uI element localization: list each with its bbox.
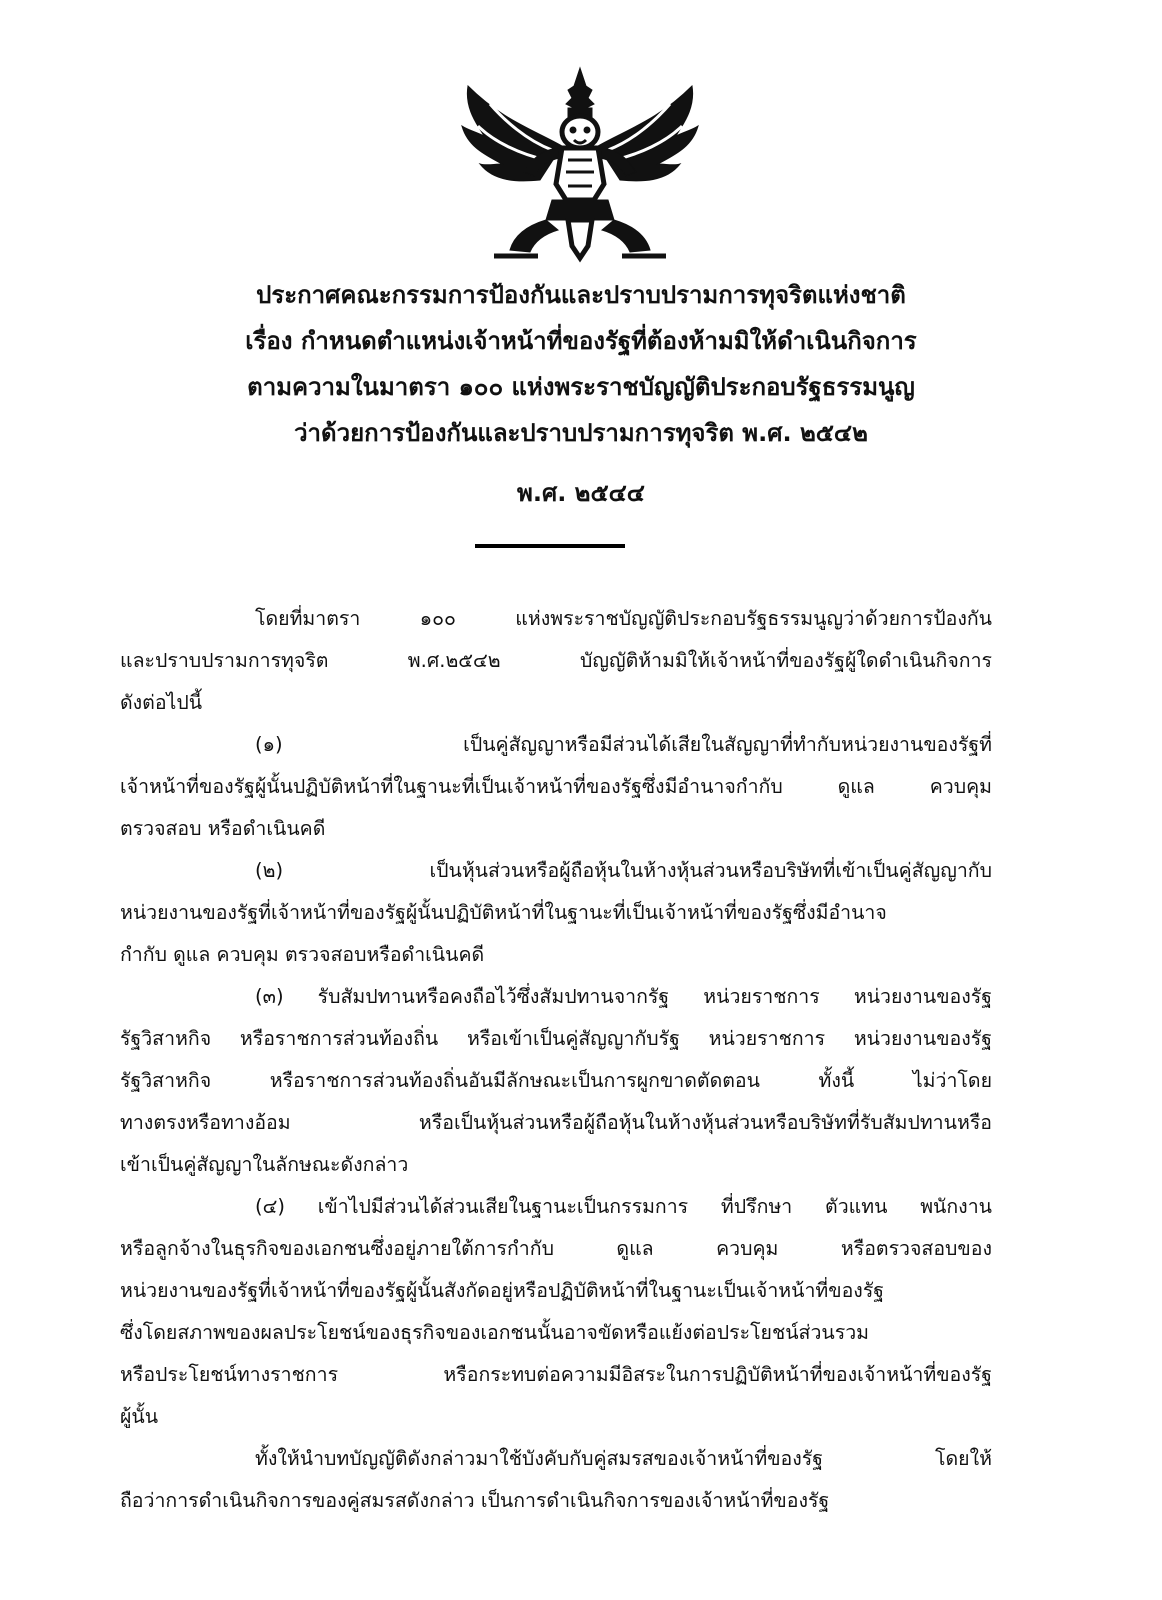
announcement-year: พ.ศ. ๒๕๔๔ bbox=[517, 479, 645, 507]
announcement-body bbox=[120, 598, 992, 1522]
body-line: (๑) เป็นคู่สัญญาหรือมีส่วนได้เสียในสัญญาที่ทำกับหน่วยงานของรัฐที่ bbox=[255, 733, 992, 756]
body-line: ทั้งให้นำบทบัญญัติดังกล่าวมาใช้บังคับกับคู่สมรสของเจ้าหน้าที่ของรัฐ โดยให้ bbox=[255, 1447, 992, 1470]
body-line: หน่วยงานของรัฐที่เจ้าหน้าที่ของรัฐผู้นั้นสังกัดอยู่หรือปฏิบัติหน้าที่ในฐานะเป็นเจ้าหน้าที่ของรัฐ bbox=[120, 1279, 885, 1302]
garuda-emblem-icon bbox=[454, 60, 706, 270]
body-line: เข้าเป็นคู่สัญญาในลักษณะดังกล่าว bbox=[120, 1153, 409, 1176]
preamble-paragraph bbox=[120, 598, 992, 724]
body-line: (๒) เป็นหุ้นส่วนหรือผู้ถือหุ้นในห้างหุ้นส่วนหรือบริษัทที่เข้าเป็นคู่สัญญากับ bbox=[255, 859, 992, 882]
body-line: หรือลูกจ้างในธุรกิจของเอกชนซึ่งอยู่ภายใต้การกำกับ ดูแล ควบคุม หรือตรวจสอบของ bbox=[120, 1237, 992, 1260]
title-line: ว่าด้วยการป้องกันและปราบปรามการทุจริต พ.ศ. ๒๕๔๒ bbox=[294, 419, 868, 447]
body-line: (๔) เข้าไปมีส่วนได้ส่วนเสียในฐานะเป็นกรรมการ ที่ปรึกษา ตัวแทน พนักงาน bbox=[255, 1195, 992, 1218]
body-line: และปราบปรามการทุจริต พ.ศ.๒๕๔๒ บัญญัติห้ามมิให้เจ้าหน้าที่ของรัฐผู้ใดดำเนินกิจการ bbox=[120, 649, 992, 672]
title-line: ประกาศคณะกรรมการป้องกันและปราบปรามการทุจริตแห่งชาติ bbox=[256, 281, 906, 309]
item-1-paragraph bbox=[120, 724, 992, 850]
body-line: รัฐวิสาหกิจ หรือราชการส่วนท้องถิ่น หรือเข้าเป็นคู่สัญญากับรัฐ หน่วยราชการ หน่วยงานของรัฐ bbox=[120, 1027, 992, 1050]
title-line: เรื่อง กำหนดตำแหน่งเจ้าหน้าที่ของรัฐที่ต้องห้ามมิให้ดำเนินกิจการ bbox=[245, 327, 917, 355]
body-line: เจ้าหน้าที่ของรัฐผู้นั้นปฏิบัติหน้าที่ในฐานะที่เป็นเจ้าหน้าที่ของรัฐซึ่งมีอำนาจกำกับ ดูแล ควบคุม bbox=[120, 775, 992, 798]
item-2-paragraph bbox=[120, 850, 992, 976]
body-line: หรือประโยชน์ทางราชการ หรือกระทบต่อความมีอิสระในการปฏิบัติหน้าที่ของเจ้าหน้าที่ของรัฐ bbox=[120, 1363, 992, 1386]
body-line: โดยที่มาตรา ๑๐๐ แห่งพระราชบัญญัติประกอบรัฐธรรมนูญว่าด้วยการป้องกัน bbox=[255, 607, 992, 630]
body-line: ผู้นั้น bbox=[120, 1405, 159, 1428]
item-3-paragraph bbox=[120, 976, 992, 1186]
body-line: หน่วยงานของรัฐที่เจ้าหน้าที่ของรัฐผู้นั้นปฏิบัติหน้าที่ในฐานะที่เป็นเจ้าหน้าที่ของรัฐซึ่งมีอำนาจ bbox=[120, 901, 887, 924]
announcement-title bbox=[120, 272, 1042, 516]
closing-paragraph bbox=[120, 1438, 992, 1522]
body-line: ทางตรงหรือทางอ้อม หรือเป็นหุ้นส่วนหรือผู้ถือหุ้นในห้างหุ้นส่วนหรือบริษัทที่รับสัมปทานหรือ bbox=[120, 1111, 992, 1134]
body-line: ซึ่งโดยสภาพของผลประโยชน์ของธุรกิจของเอกชนนั้นอาจขัดหรือแย้งต่อประโยชน์ส่วนรวม bbox=[120, 1321, 870, 1344]
title-line: ตามความในมาตรา ๑๐๐ แห่งพระราชบัญญัติประกอบรัฐธรรมนูญ bbox=[247, 373, 915, 401]
item-4-paragraph bbox=[120, 1186, 992, 1438]
title-divider bbox=[475, 544, 625, 548]
body-line: ถือว่าการดำเนินกิจการของคู่สมรสดังกล่าว เป็นการดำเนินกิจการของเจ้าหน้าที่ของรัฐ bbox=[120, 1489, 830, 1512]
body-line: กำกับ ดูแล ควบคุม ตรวจสอบหรือดำเนินคดี bbox=[120, 943, 485, 966]
body-line: (๓) รับสัมปทานหรือคงถือไว้ซึ่งสัมปทานจากรัฐ หน่วยราชการ หน่วยงานของรัฐ bbox=[255, 985, 992, 1008]
body-line: ดังต่อไปนี้ bbox=[120, 691, 203, 714]
body-line: รัฐวิสาหกิจ หรือราชการส่วนท้องถิ่นอันมีลักษณะเป็นการผูกขาดตัดตอน ทั้งนี้ ไม่ว่าโดย bbox=[120, 1069, 992, 1092]
body-line: ตรวจสอบ หรือดำเนินคดี bbox=[120, 817, 326, 840]
